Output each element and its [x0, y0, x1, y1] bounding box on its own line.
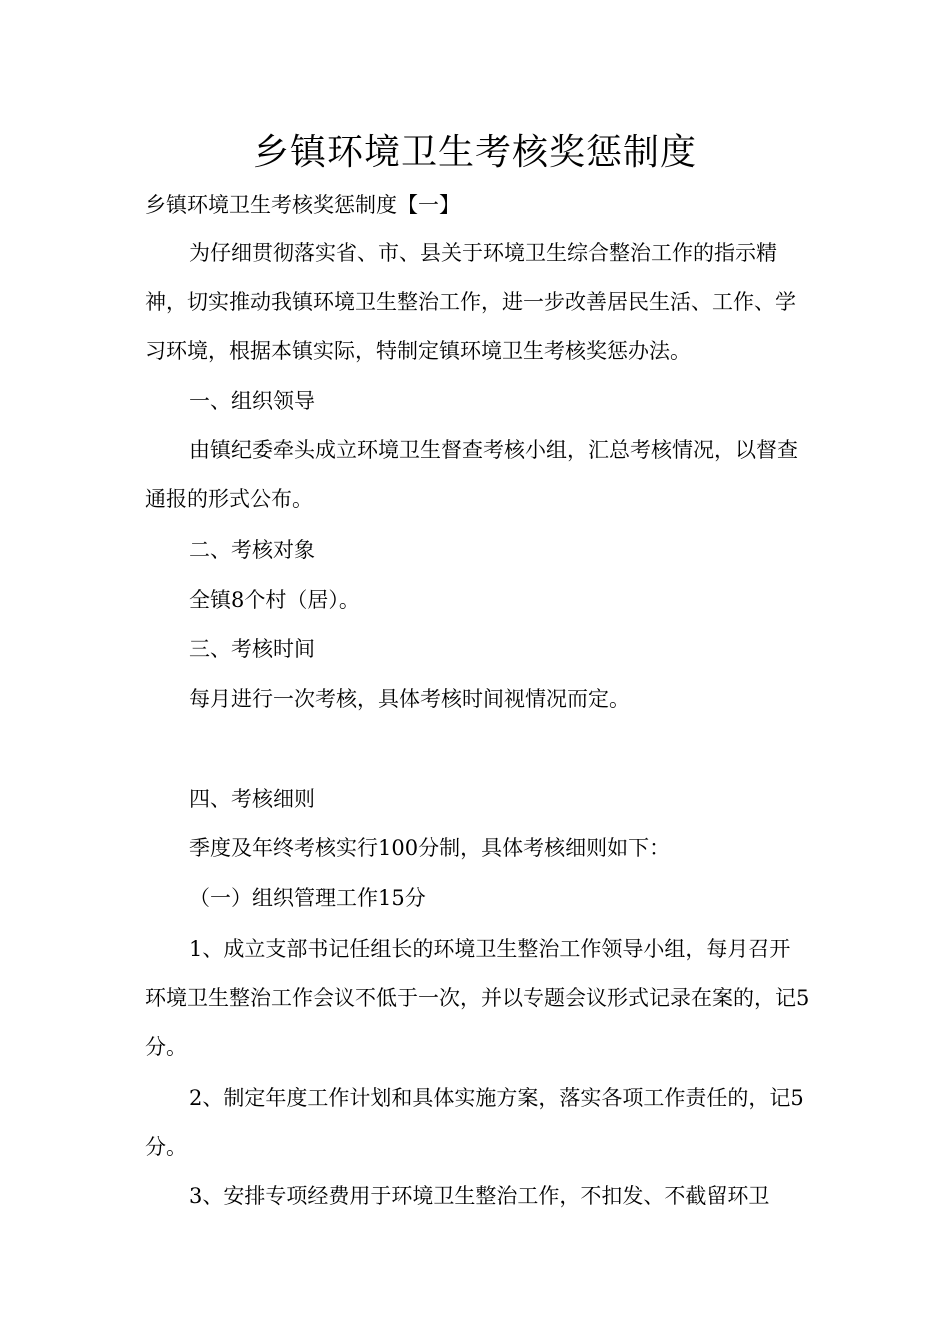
paragraph-targets: 全镇8个村（居）。: [189, 588, 360, 612]
section-heading-rules: 四、考核细则: [189, 787, 315, 811]
section-heading-organization: 一、组织领导: [189, 389, 315, 413]
section-heading-time: 三、考核时间: [189, 637, 315, 661]
section-heading-targets: 二、考核对象: [189, 538, 315, 562]
paragraph-time: 每月进行一次考核，具体考核时间视情况而定。: [189, 687, 630, 711]
subsection-heading-management: （一）组织管理工作15分: [189, 886, 426, 910]
list-item-2: 2、制定年度工作计划和具体实施方案，落实各项工作责任的，记5分。: [145, 1086, 804, 1159]
list-item-1: 1、成立支部书记任组长的环境卫生整治工作领导小组，每月召开环境卫生整治工作会议不低于一次，并以专题会议形式记录在案的，记5分。: [145, 937, 810, 1059]
paragraph-organization: 由镇纪委牵头成立环境卫生督查考核小组，汇总考核情况，以督查通报的形式公布。: [145, 438, 798, 511]
document-subtitle: 乡镇环境卫生考核奖惩制度【一】: [145, 193, 460, 217]
paragraph-intro: 为仔细贯彻落实省、市、县关于环境卫生综合整治工作的指示精神，切实推动我镇环境卫生整治工作，进一步改善居民生活、工作、学习环境，根据本镇实际，特制定镇环境卫生考核奖惩办法。: [145, 241, 796, 363]
document-title: 乡镇环境卫生考核奖惩制度: [252, 132, 697, 173]
list-item-3: 3、安排专项经费用于环境卫生整治工作，不扣发、不截留环卫: [189, 1184, 770, 1208]
paragraph-rules-intro: 季度及年终考核实行100分制，具体考核细则如下：: [189, 836, 671, 860]
